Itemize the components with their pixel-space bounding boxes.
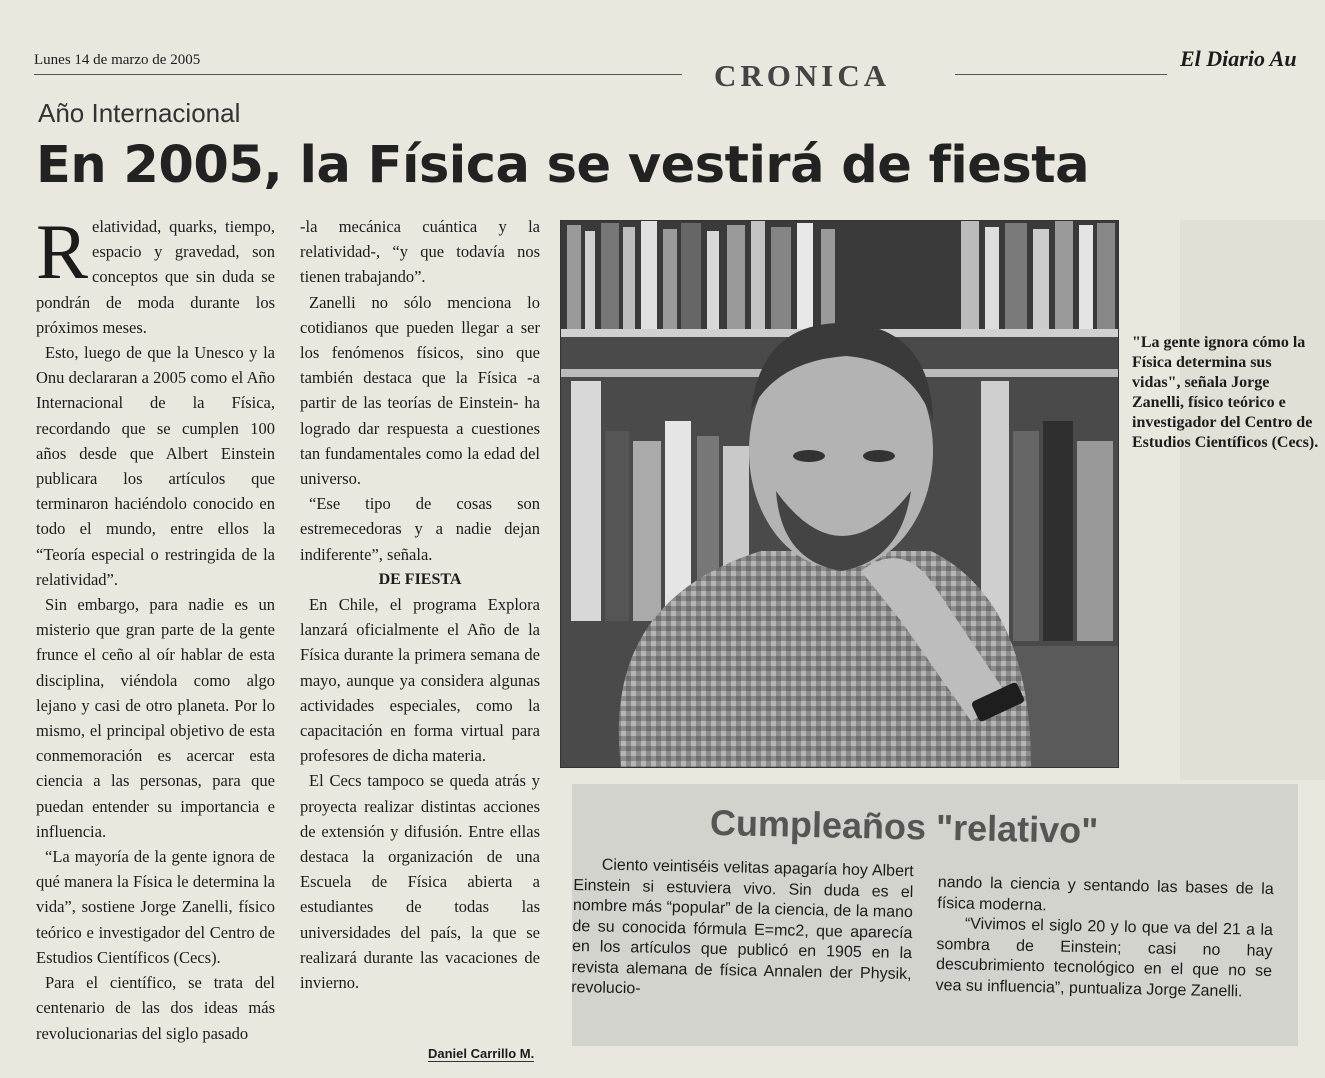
paragraph: Relatividad, quarks, tiempo, espacio y gravedad, son conceptos que sin duda se pondrán de moda durante los próximos meses. xyxy=(36,208,275,337)
article-headline: En 2005, la Física se vestirá de fiesta xyxy=(36,136,1090,195)
paragraph: “Vivimos el siglo 20 y lo que va del 21 a la sombra de Einstein; casi no hay descubrimiento tecnológico en el que no se vea su influencia”, puntualiza Jorge Zanelli. xyxy=(935,915,1274,1000)
sidebar-column-1 xyxy=(571,855,914,1006)
paragraph: Zanelli no sólo menciona lo cotidianos que pueden llegar a ser los fenómenos físicos, sino que también destaca que la Física -a partir de las teorías de Einstein- ha logrado dar respuesta a cuestiones tan fundamentales como la edad del universo. xyxy=(300,292,540,489)
paragraph: nando la ciencia y sentando las bases de la física moderna. xyxy=(937,873,1274,914)
paragraph: Para el científico, se trata del centenario de las dos ideas más revolucionarias del siglo pasado xyxy=(36,973,275,1043)
sidebar-title: Cumpleaños "relativo" xyxy=(709,801,1099,852)
byline: Daniel Carrillo M. xyxy=(428,1046,535,1061)
paragraph: “Ese tipo de cosas son estremecedoras y a nadie dejan indiferente”, señala. xyxy=(300,494,540,564)
issue-date: Lunes 14 de marzo de 2005 xyxy=(34,52,201,68)
section-name: CRONICA xyxy=(714,58,891,93)
paragraph: “La mayoría de la gente ignora de qué manera la Física le determina la vida”, sostiene Jorge Zanelli, físico teórico e investigador del Centro de Estudios Científicos (Cecs). xyxy=(36,847,275,967)
masthead-rule-left xyxy=(34,74,682,75)
newspaper-name: El Diario Au xyxy=(1180,46,1297,71)
paragraph: Esto, luego de que la Unesco y la Onu declararan a 2005 como el Año Internacional de la Física, recordando que se cumplen 100 años desde que Albert Einstein publicara los artículos que terminaron haciéndolo conocido en todo el mundo, entre ellos la “Teoría especial o restringida de la relatividad”. xyxy=(36,343,275,589)
sidebar-column-2 xyxy=(935,873,1274,1003)
page-bleed xyxy=(1180,220,1325,780)
photo-caption: "La gente ignora cómo la Física determina sus vidas", señala Jorge Zanelli, físico teórico e investigador del Centro de Estudios Científicos (Cecs). xyxy=(1132,334,1319,451)
portrait-photo xyxy=(561,221,1118,767)
article-column-2 xyxy=(300,214,540,995)
masthead-rule-right xyxy=(955,74,1167,75)
article-subhead: DE FIESTA xyxy=(378,570,462,588)
paragraph: El Cecs tampoco se queda atrás y proyecta realizar distintas acciones de extensión y difusión. Entre ellas destaca la organización de una Escuela de Física abierta a estudiantes de todas las universidades del país, la que se realizará durante las vacaciones de invierno. xyxy=(300,771,540,993)
paragraph: -la mecánica cuántica y la relatividad-, “y que todavía nos tienen trabajando”. xyxy=(300,217,540,287)
article-column-1 xyxy=(36,208,275,1046)
paragraph: En Chile, el programa Explora lanzará oficialmente el Año de la Física durante la primera semana de mayo, aunque ya considera algunas actividades especiales, como la capacitación en forma virtual para profesores de dicha materia. xyxy=(300,595,540,766)
paragraph: Sin embargo, para nadie es un misterio que gran parte de la gente frunce el ceño al oír hablar de esta disciplina, viéndola como algo lejano y casi de otro planeta. Por lo mismo, el principal objetivo de esta conmemoración es acercar esta ciencia a las personas, para que puedan entender su importancia e influencia. xyxy=(36,595,275,841)
article-kicker: Año Internacional xyxy=(38,98,241,128)
drop-cap: R xyxy=(36,208,89,295)
paragraph: Ciento veintiséis velitas apagaría hoy Albert Einstein si estuviera vivo. Sin duda es el nombre más “popular” de la ciencia, de la mano de su conocida fórmula E=mc2, que aparecía en los artículos que publicó en 1905 en la revista alemana de física Annalen der Physik, revolucio- xyxy=(571,856,914,998)
article-photo xyxy=(560,220,1119,768)
